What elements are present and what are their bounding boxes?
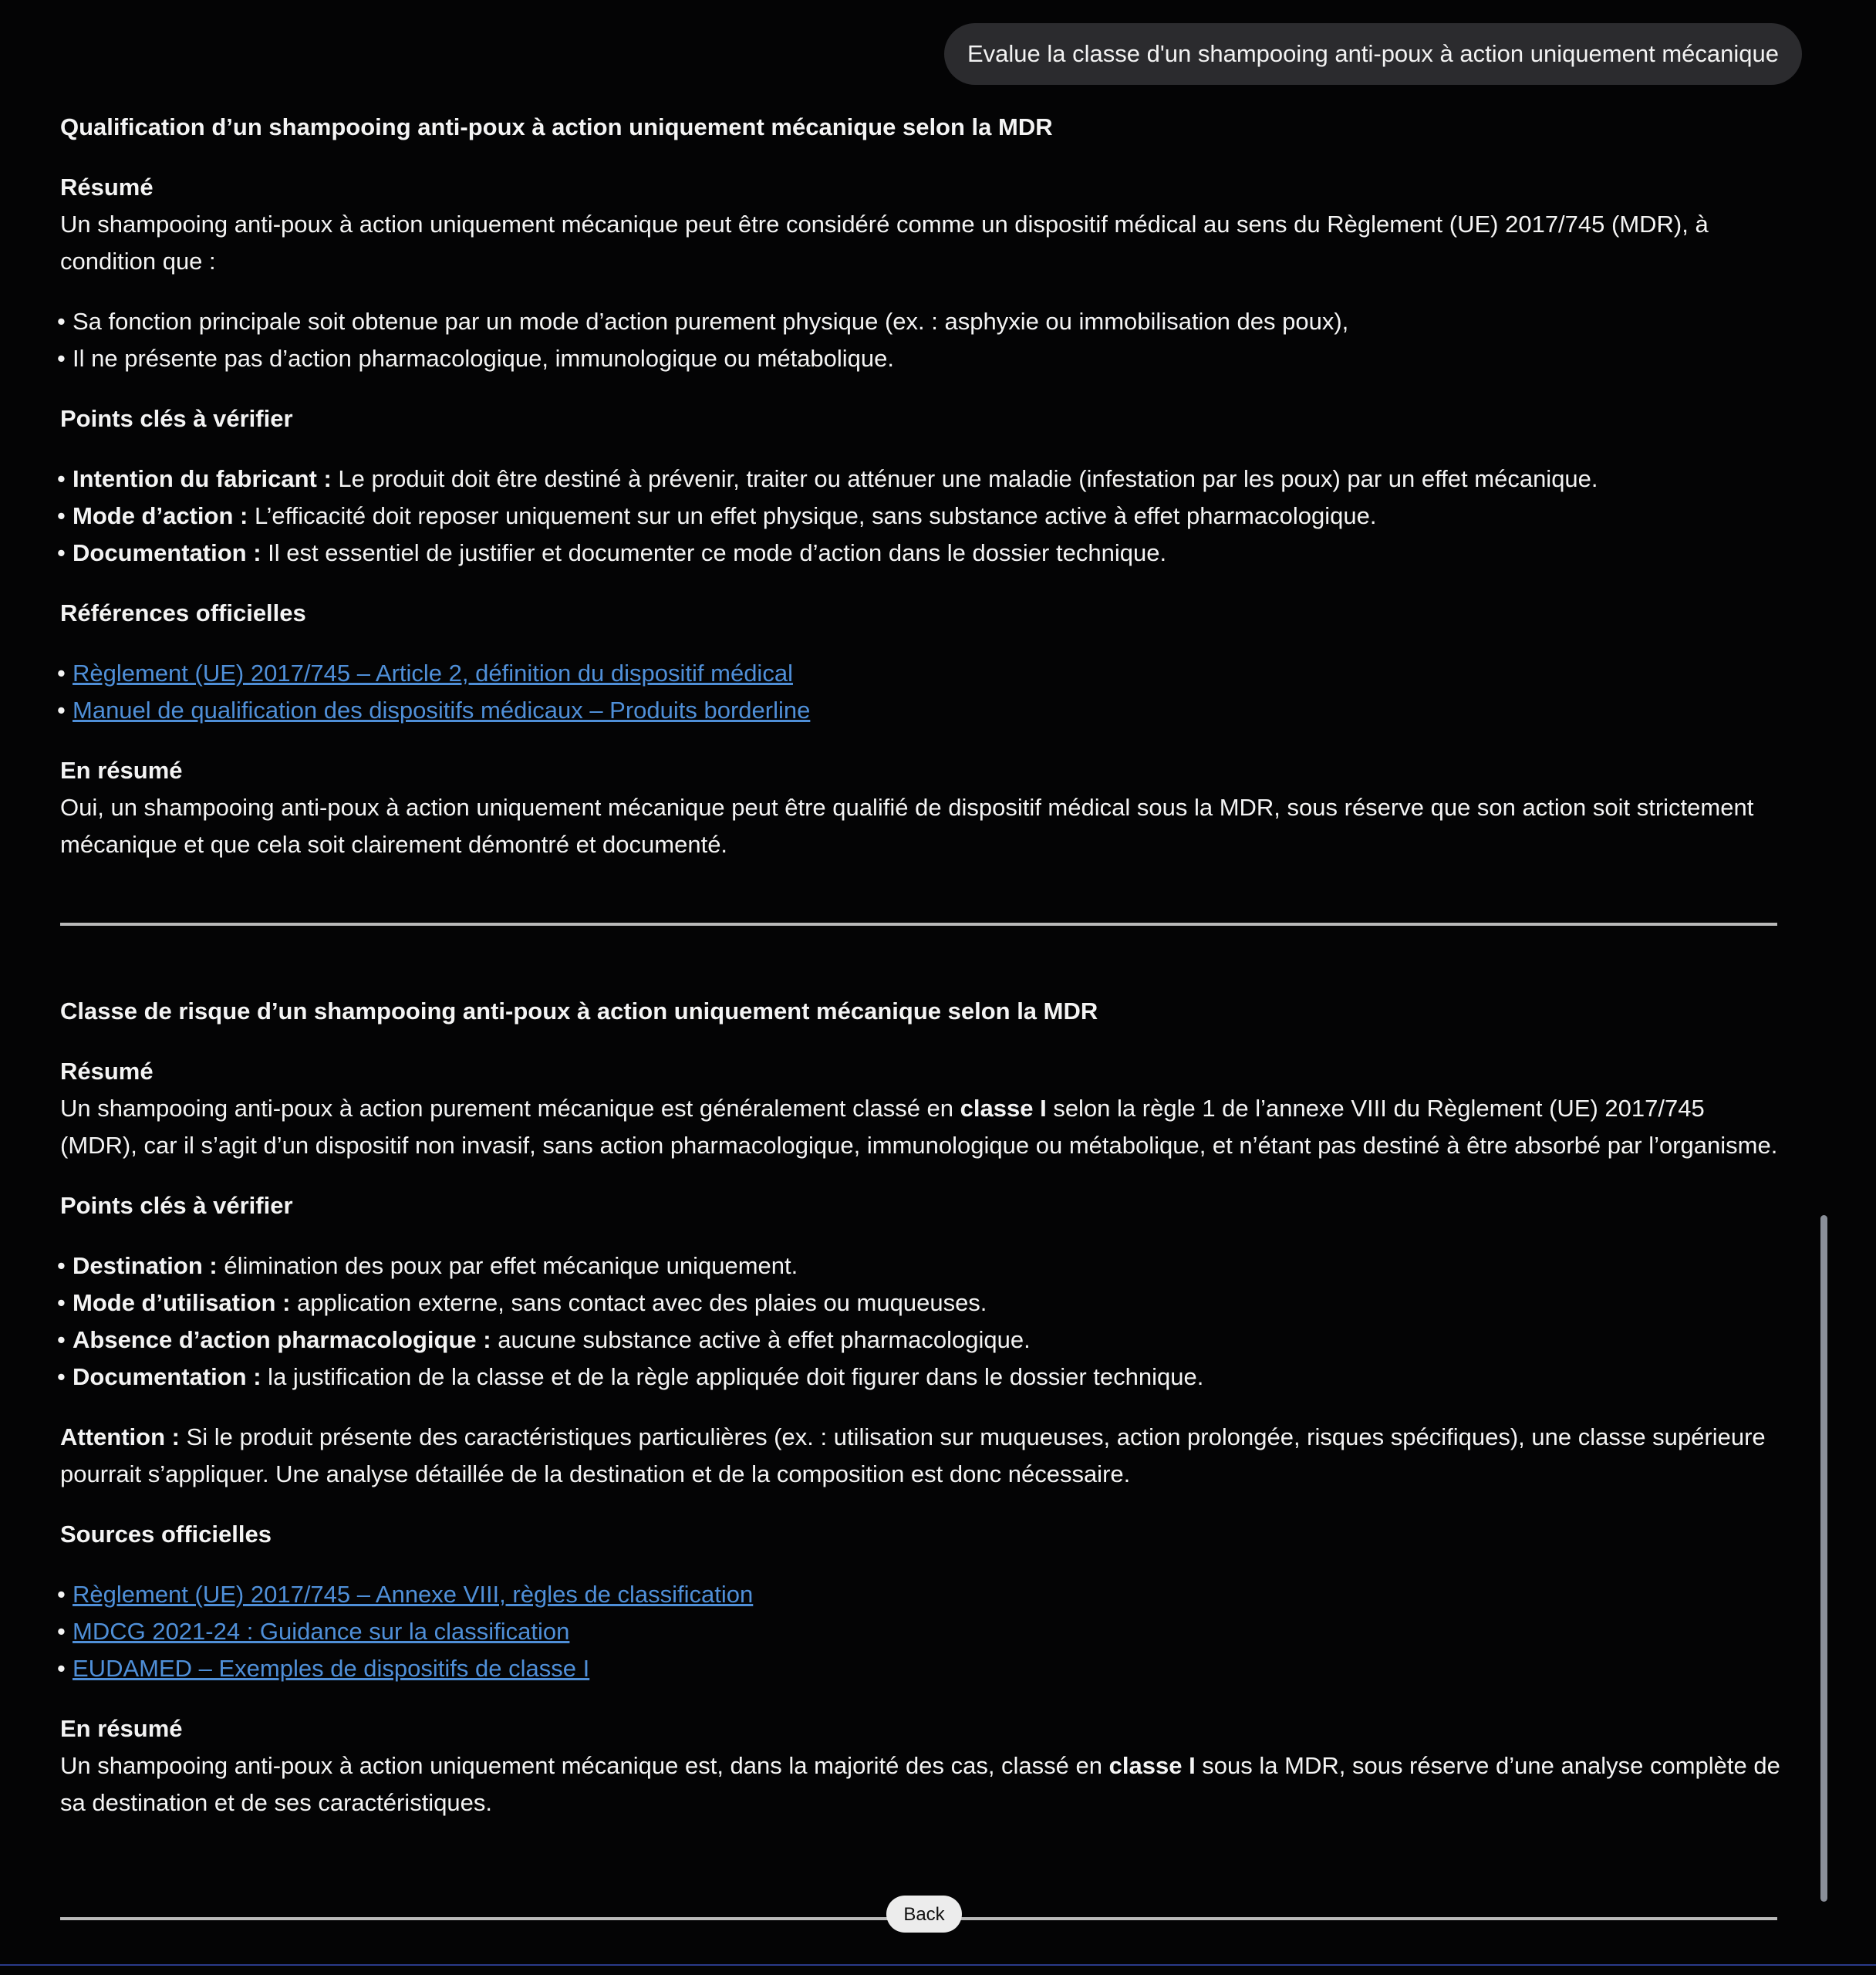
list-item — [73, 1650, 1780, 1687]
sources-list — [60, 1576, 1780, 1687]
point-label: Absence d’action pharmacologique : — [73, 1326, 491, 1353]
conclusion-text: Oui, un shampooing anti-poux à action uniquement mécanique peut être qualifié de dispositif médical sous la MDR, sous réserve que son action soit strictement mécanique et que cela soit clairement démontré et documenté. — [60, 794, 1754, 858]
back-button[interactable]: Back — [886, 1896, 962, 1933]
source-link[interactable]: EUDAMED – Exemples de dispositifs de classe I — [73, 1655, 590, 1682]
points-heading: Points clés à vérifier — [60, 405, 293, 432]
list-item — [73, 655, 1780, 692]
points-heading: Points clés à vérifier — [60, 1192, 293, 1219]
conclusion-heading: En résumé — [60, 757, 183, 784]
source-link[interactable]: Règlement (UE) 2017/745 – Annexe VIII, règles de classification — [73, 1581, 754, 1608]
bottom-border — [0, 1964, 1876, 1966]
assistant-answer-qualification — [60, 109, 1780, 886]
sources-heading: Sources officielles — [60, 1521, 272, 1548]
references-list — [60, 655, 1780, 729]
resume-heading: Résumé — [60, 1058, 154, 1085]
point-text: la justification de la classe et de la règle appliquée doit figurer dans le dossier technique. — [261, 1363, 1204, 1390]
resume-heading: Résumé — [60, 174, 154, 201]
class-highlight: classe I — [960, 1095, 1047, 1122]
point-label: Documentation : — [73, 539, 261, 566]
scrollbar-thumb[interactable] — [1820, 1215, 1827, 1902]
reference-link[interactable]: Manuel de qualification des dispositifs médicaux – Produits borderline — [73, 697, 811, 724]
list-item — [73, 535, 1780, 572]
key-points-list — [60, 461, 1780, 572]
list-item — [73, 1285, 1780, 1322]
point-label: Mode d’utilisation : — [73, 1289, 291, 1316]
list-item — [73, 1576, 1780, 1613]
source-link[interactable]: MDCG 2021-24 : Guidance sur la classification — [73, 1618, 570, 1645]
assistant-answer-risk-class — [60, 993, 1780, 1845]
reference-link[interactable]: Règlement (UE) 2017/745 – Article 2, définition du dispositif médical — [73, 660, 793, 687]
point-text: Il est essentiel de justifier et documenter ce mode d’action dans le dossier technique. — [261, 539, 1167, 566]
text-span: Un shampooing anti-poux à action uniquement mécanique est, dans la majorité des cas, classé en — [60, 1752, 1109, 1779]
attention-label: Attention : — [60, 1423, 180, 1450]
point-text: élimination des poux par effet mécanique uniquement. — [217, 1252, 798, 1279]
text-span: sous la MDR, sous réserve d’une analyse complète de sa destination et de ses caractéristiques. — [60, 1752, 1780, 1816]
conclusion-text — [60, 1747, 1780, 1821]
point-text: aucune substance active à effet pharmacologique. — [491, 1326, 1031, 1353]
key-points-list — [60, 1247, 1780, 1396]
point-label: Mode d’action : — [73, 502, 248, 529]
list-item — [73, 1322, 1780, 1359]
list-item — [73, 1613, 1780, 1650]
section-title: Qualification d’un shampooing anti-poux à action uniquement mécanique selon la MDR — [60, 113, 1053, 140]
resume-text: Un shampooing anti-poux à action uniquement mécanique peut être considéré comme un dispositif médical au sens du Règlement (UE) 2017/745 (MDR), à condition que : — [60, 211, 1709, 275]
list-item — [73, 461, 1780, 498]
point-text: Le produit doit être destiné à prévenir, traiter ou atténuer une maladie (infestation par les poux) par un effet mécanique. — [331, 465, 1598, 492]
list-item — [73, 498, 1780, 535]
references-heading: Références officielles — [60, 599, 306, 626]
section-title: Classe de risque d’un shampooing anti-poux à action uniquement mécanique selon la MDR — [60, 998, 1098, 1025]
list-item — [73, 692, 1780, 729]
resume-text — [60, 1090, 1780, 1164]
attention-text: Si le produit présente des caractéristiques particulières (ex. : utilisation sur muqueuses, action prolongée, risques spécifiques), une classe supérieure pourrait s’appliquer. Une analyse détaillée de la destination et de la composition est donc nécessaire. — [60, 1423, 1766, 1487]
list-item — [73, 1359, 1780, 1396]
point-label: Intention du fabricant : — [73, 465, 332, 492]
user-message-bubble: Evalue la classe d'un shampooing anti-poux à action uniquement mécanique — [944, 23, 1802, 85]
conditions-list — [60, 303, 1780, 377]
point-label: Destination : — [73, 1252, 218, 1279]
text-span: Un shampooing anti-poux à action purement mécanique est généralement classé en — [60, 1095, 960, 1122]
text-span: selon la règle 1 de l’annexe VIII du Règlement (UE) 2017/745 (MDR), car il s’agit d’un dispositif non invasif, sans action pharmacologique, immunologique ou métabolique, et n’étant pas destiné à être absorbé par l’organisme. — [60, 1095, 1778, 1159]
section-divider — [60, 923, 1777, 926]
list-item: • Sa fonction principale soit obtenue par un mode d’action purement physique (ex. : asphyxie ou immobilisation des poux), — [73, 303, 1780, 340]
conclusion-heading: En résumé — [60, 1715, 183, 1742]
point-text: application externe, sans contact avec des plaies ou muqueuses. — [290, 1289, 987, 1316]
point-label: Documentation : — [73, 1363, 261, 1390]
attention-note — [60, 1419, 1780, 1493]
list-item — [73, 1247, 1780, 1285]
class-highlight: classe I — [1108, 1752, 1196, 1779]
list-item: • Il ne présente pas d’action pharmacologique, immunologique ou métabolique. — [73, 340, 1780, 377]
point-text: L’efficacité doit reposer uniquement sur un effet physique, sans substance active à effet pharmacologique. — [248, 502, 1377, 529]
